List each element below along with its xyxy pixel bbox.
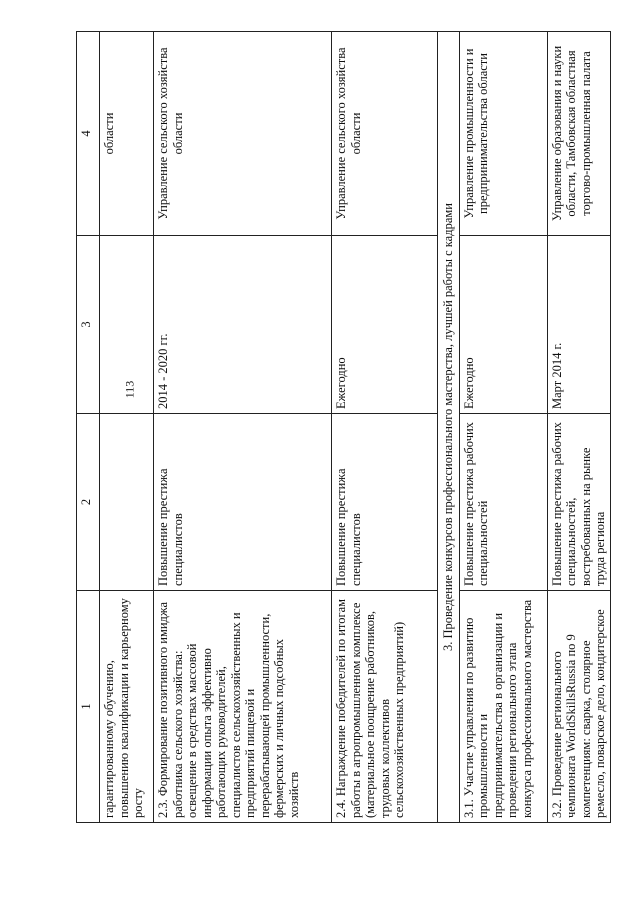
header-col-2: 2 (77, 414, 100, 591)
header-col-1: 1 (77, 591, 100, 823)
header-col-4: 4 (77, 32, 100, 236)
section-row (438, 32, 460, 823)
cell-result: Повышение престижа специалистов (154, 414, 332, 591)
table-row (459, 32, 547, 823)
rotated-table-sheet (76, 32, 621, 823)
cell-responsible: Управление сельского хозяйства области (154, 32, 332, 236)
page-number: 113 (122, 380, 137, 399)
cell-measure: 3.1. Участие управления по развитию промышленности и предпринимательства в организации и проведении регионального этапа конкурса профессионального мастерства (459, 591, 547, 823)
table-row (154, 32, 332, 823)
cell-measure: 3.2. Проведение регионального чемпионата WorldSkillsRussia по 9 компетенциям: сварка, столярное ремесло, поварское дело, кондитерское (547, 591, 610, 823)
cell-period (100, 236, 154, 414)
cell-responsible: Управление промышленности и предпринимательства области (459, 32, 547, 236)
cell-responsible: Управление сельского хозяйства области (332, 32, 438, 236)
table-row (100, 32, 154, 823)
section-title: 3. Проведение конкурсов профессионального мастерства, лучшей работы с кадрами (438, 32, 460, 823)
measures-table (76, 31, 611, 823)
table-row (332, 32, 438, 823)
cell-measure: 2.4. Награждение победителей по итогам работы в агропромышленном комплексе (материальное поощрение работников, трудовых коллективов сельскохозяйственных предприятий) (332, 591, 438, 823)
cell-responsible: области (100, 32, 154, 236)
cell-measure: гарантированному обучению, повышению квалификации и карьерному росту (100, 591, 154, 823)
cell-period: Ежегодно (332, 236, 438, 414)
header-row (77, 32, 100, 823)
table-row (547, 32, 610, 823)
header-col-3: 3 (77, 236, 100, 414)
cell-result (100, 414, 154, 591)
cell-measure: 2.3. Формирование позитивного имиджа работника сельского хозяйства: освещение в средствах массовой информации опыта эффективно работающих руководителей, специалистов сельскохозяйственных и предприятий пищевой и перерабатывающей промышленности, фермерских и личных подсобных хозяйств (154, 591, 332, 823)
cell-period: Ежегодно (459, 236, 547, 414)
cell-result: Повышение престижа рабочих специальностей, востребованных на рынке труда региона (547, 414, 610, 591)
cell-result: Повышение престижа специалистов (332, 414, 438, 591)
cell-period: 2014 - 2020 гг. (154, 236, 332, 414)
cell-result: Повышение престижа рабочих специальностей (459, 414, 547, 591)
cell-period: Март 2014 г. (547, 236, 610, 414)
cell-responsible: Управление образования и науки области, Тамбовская областная торгово-промышленная палата (547, 32, 610, 236)
